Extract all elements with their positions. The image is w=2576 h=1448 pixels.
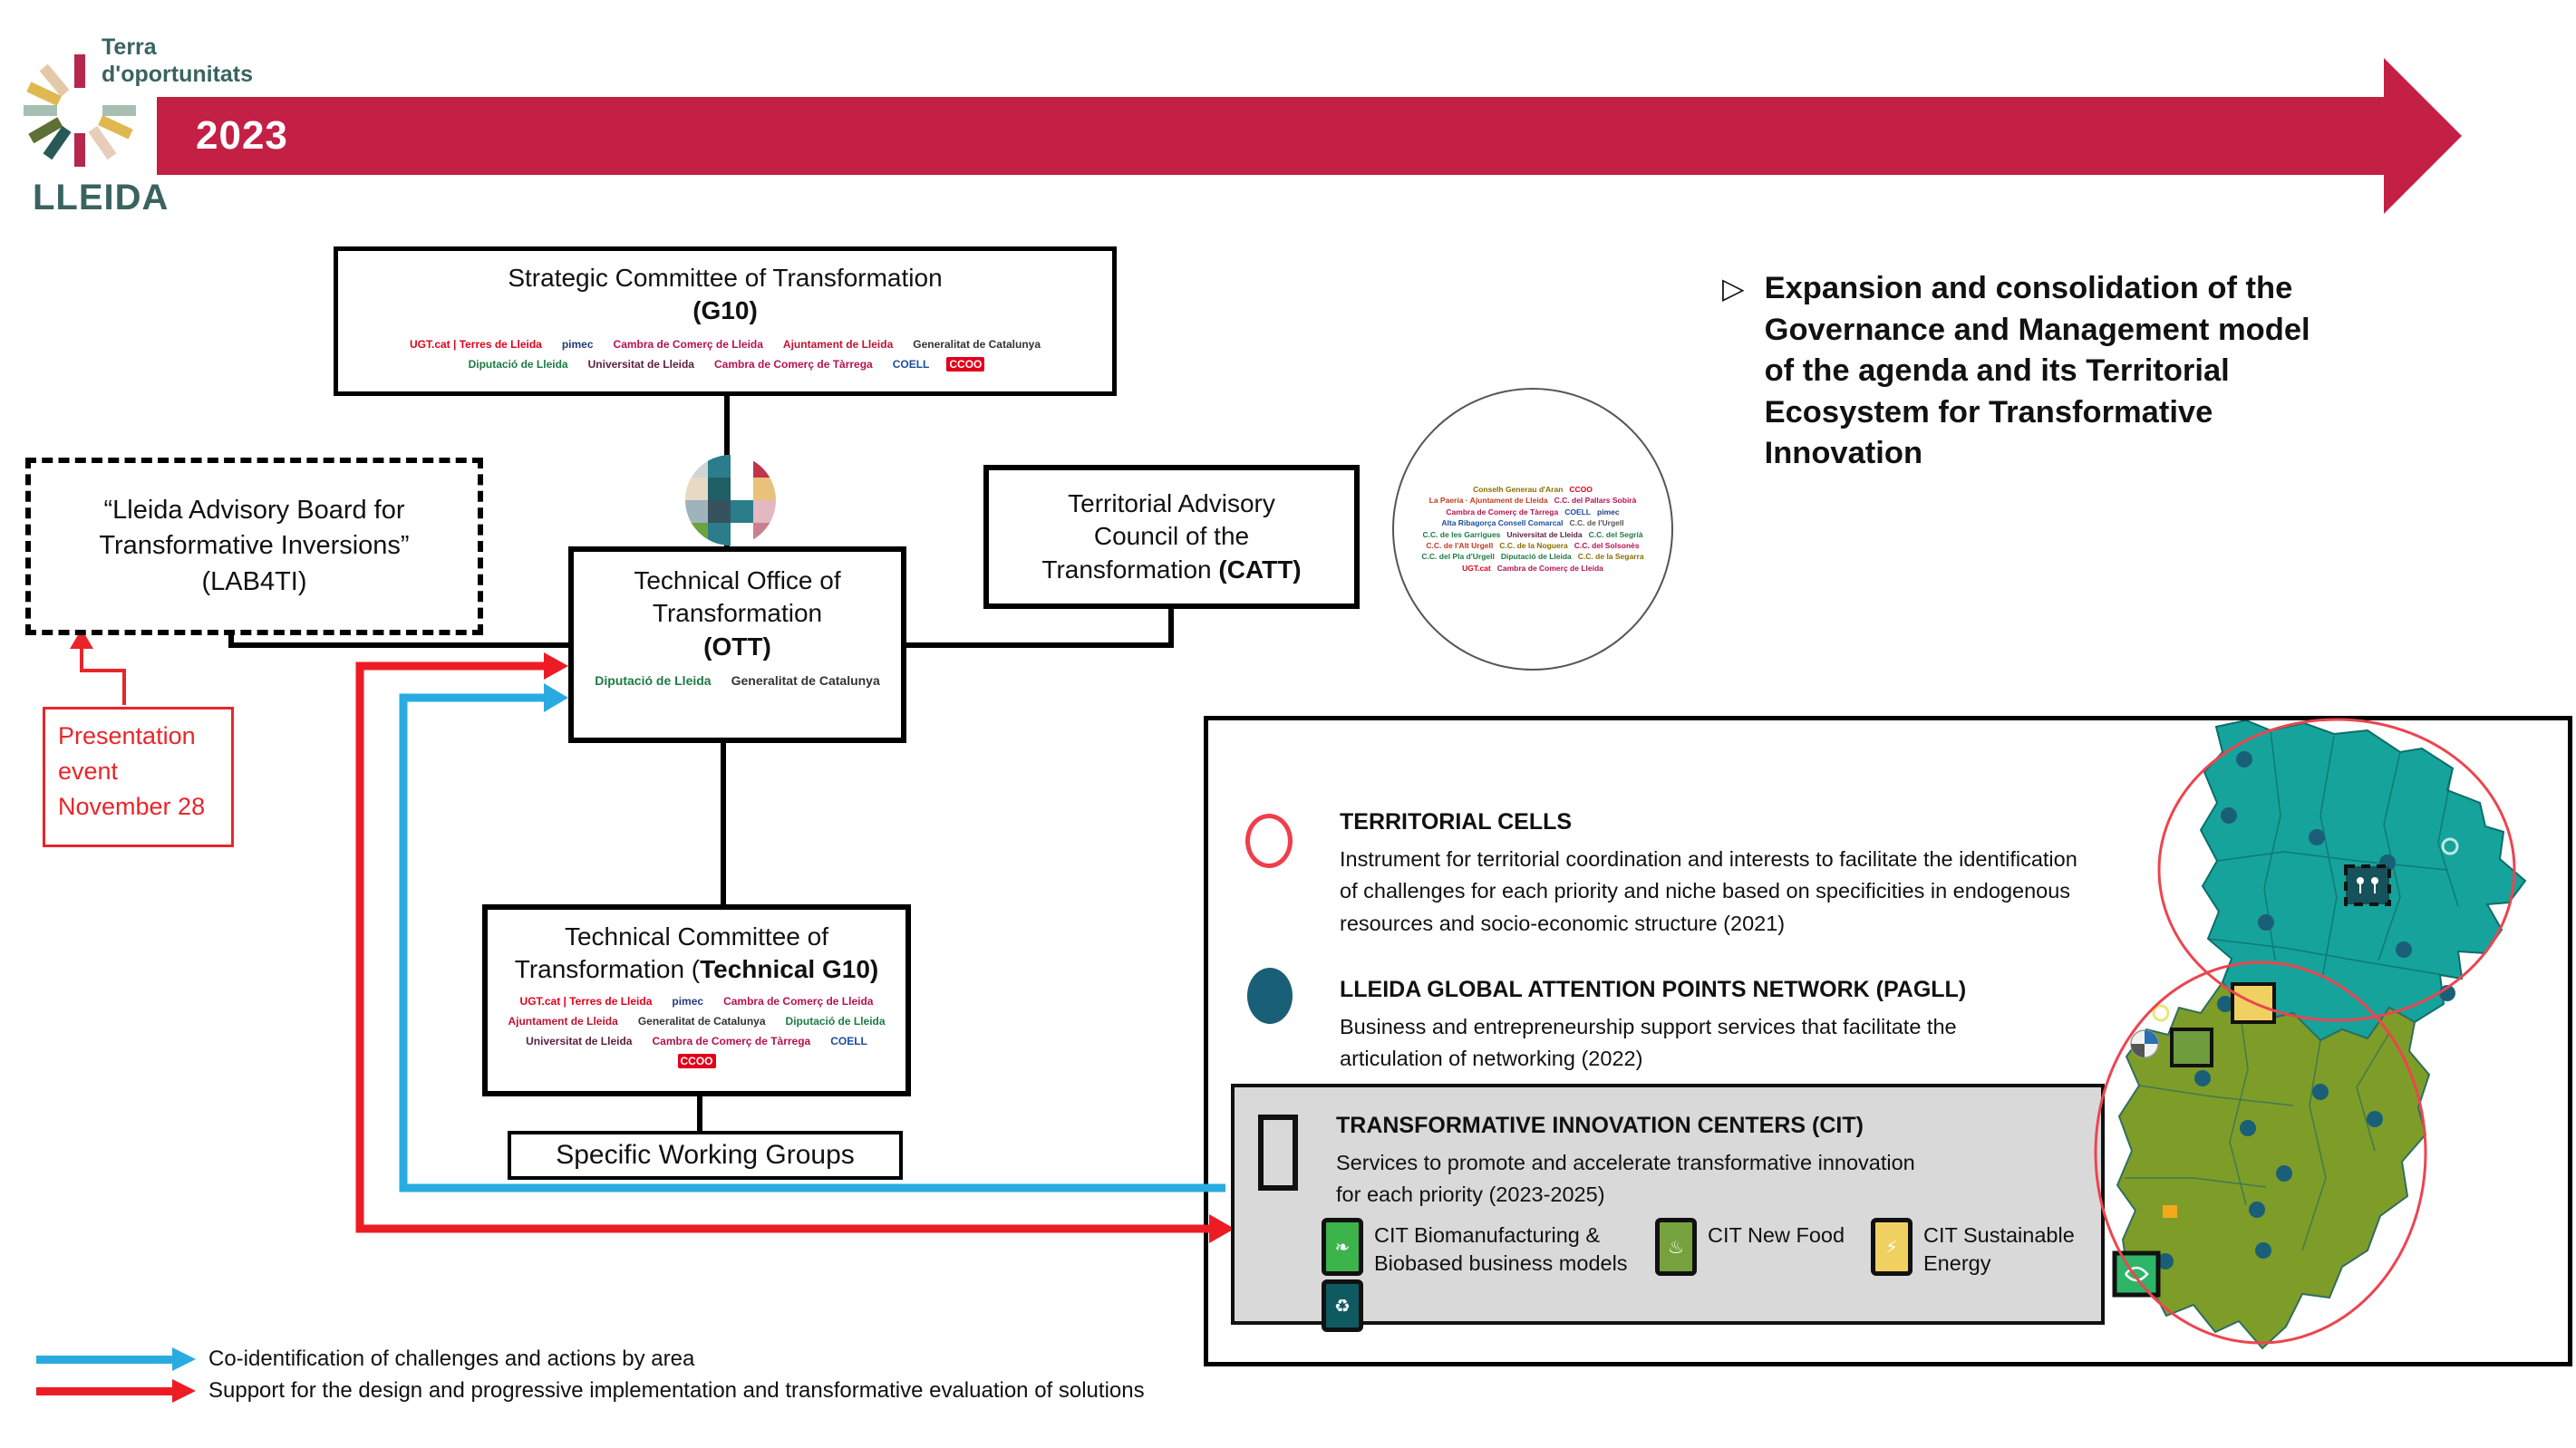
member-logo: COELL	[1564, 507, 1591, 516]
cit-description: Services to promote and accelerate transformative innovation for each priority (2023-2025)	[1336, 1151, 1915, 1207]
technical-committee-title-line2: Transformation (Technical G10)	[514, 955, 879, 984]
catt-title-line3: Transformation (CATT)	[1041, 555, 1302, 584]
cit-biobased-icon: ♻	[1322, 1279, 1363, 1332]
member-logo: Cambra de Comerç de Lleida	[613, 337, 763, 351]
member-logo: C.C. de la Segarra	[1577, 552, 1644, 562]
headline-bullet	[1722, 268, 2375, 475]
timeline-arrowhead-icon	[2384, 54, 2465, 217]
member-logo: Cambra de Comerç de Tàrrega	[652, 1034, 811, 1047]
territorial-cells-description: Instrument for territorial coordination and interests to facilitate the identification of challenges for each priority and niche based on specificities in endogenous resources and socio-economic structure (2021)	[1340, 847, 2077, 935]
technical-office-title: Technical Office of Transformation	[634, 566, 841, 628]
member-logo: C.C. de la Noguera	[1499, 540, 1568, 550]
member-logo: COELL	[830, 1034, 867, 1047]
strategic-committee-box	[334, 246, 1117, 396]
member-logo: Alta Ribagorça Consell Comarcal	[1441, 518, 1564, 528]
pagll-point-icon	[1247, 968, 1293, 1024]
brand-name: Terra d'oportunitats	[102, 34, 254, 87]
member-logo: C.C. de l'Alt Urgell	[1426, 540, 1494, 550]
member-logo: UGT.cat | Terres de Lleida	[519, 994, 653, 1008]
strategic-committee-code: (G10)	[692, 296, 758, 325]
flow-legend-row	[36, 1347, 1145, 1372]
catt-members-circle	[1392, 388, 1673, 671]
bullet-arrow-icon: ▷	[1722, 272, 1745, 304]
member-logo: UGT.cat | Terres de Lleida	[409, 337, 542, 351]
flow-arrow-icon	[36, 1387, 172, 1395]
member-logo: Diputació de Lleida	[468, 357, 568, 371]
cit-biomanufacturing-icon: ❧	[1322, 1218, 1363, 1276]
working-groups-box: Specific Working Groups	[508, 1131, 903, 1180]
cit-item-sustainable-energy: ⚡ CIT Sustainable Energy	[1871, 1218, 2096, 1277]
member-logo: C.C. del Pla d'Urgell	[1421, 552, 1495, 562]
flow-arrow-icon	[36, 1356, 172, 1364]
member-logo: pimec	[672, 994, 704, 1008]
member-logo: CCOO	[1569, 485, 1593, 495]
technical-committee-logos	[489, 994, 905, 1068]
member-logo: pimec	[1597, 507, 1620, 516]
member-logo: CCOO	[946, 357, 984, 372]
member-logo: C.C. del Solsonès	[1574, 540, 1640, 550]
member-logo: pimec	[561, 337, 594, 351]
lab4ti-title: “Lleida Advisory Board for Transformative Inversions”	[99, 496, 410, 561]
member-logo: Universitat de Lleida	[1506, 529, 1583, 539]
map-south-region	[2117, 982, 2429, 1348]
member-logo: Ajuntament de Lleida	[508, 1014, 618, 1028]
flow-legend	[36, 1347, 1145, 1404]
member-logo: COELL	[892, 357, 930, 371]
cit-item-new-food: ♨ CIT New Food	[1655, 1218, 1853, 1276]
cit-sustainable-energy-icon: ⚡	[1871, 1218, 1913, 1276]
cit-item-biomanufacturing: ❧ ♻ CIT Biomanufacturing & Biobased business models	[1322, 1218, 1637, 1332]
member-logo: Cambra de Comerç de Tàrrega	[1446, 507, 1559, 516]
member-logo: Diputació de Lleida	[785, 1014, 886, 1028]
headline-text: Expansion and consolidation of the Governance and Management model of the agenda and its Territorial Ecosystem for Transformative Innovation	[1764, 271, 2310, 471]
member-logo: Cambra de Comerç de Lleida	[1496, 563, 1603, 573]
catt-code: (CATT)	[1218, 555, 1302, 584]
member-logo: Generalitat de Catalunya	[731, 673, 880, 689]
pagll-description: Business and entrepreneurship support services that facilitate the articulation of networking (2022)	[1340, 1015, 1957, 1071]
flow-legend-row	[36, 1378, 1145, 1404]
cit-new-food-icon: ♨	[1655, 1218, 1697, 1276]
strategic-committee-logos	[338, 337, 1112, 372]
member-logo: C.C. de les Garrigues	[1422, 529, 1501, 539]
timeline-arrow	[157, 97, 2384, 175]
territorial-cell-icon	[1245, 814, 1293, 868]
agenda-mosaic-logo-icon	[685, 455, 776, 545]
cit-square-icon	[1258, 1115, 1298, 1191]
member-logo: Cambra de Comerç de Tàrrega	[713, 357, 873, 371]
brand-city-label: LLEIDA	[33, 178, 169, 217]
technical-office-box	[568, 546, 906, 743]
technical-office-code: (OTT)	[703, 632, 771, 661]
flow-legend-label: Support for the design and progressive implementation and transformative evaluation of solutions	[208, 1378, 1145, 1403]
member-logo: C.C. del Segrià	[1588, 529, 1643, 539]
note-connector-arrow	[70, 629, 124, 705]
member-logo: Ajuntament de Lleida	[782, 337, 894, 351]
member-logo: Universitat de Lleida	[526, 1034, 633, 1047]
member-logo: Generalitat de Catalunya	[913, 337, 1041, 351]
technical-committee-box: Technical Committee of Transformation (Technical G10) UGT.cat | Terres de Lleida pimec Cambra de Comerç de Lleida Ajuntament de Lleida Generalitat de Catalunya Diputació de Lleida Universitat de Lleida Cambra de Comerç de Tàrrega COELL CCOO	[482, 904, 911, 1096]
member-logo: C.C. de l'Urgell	[1569, 518, 1624, 528]
member-logo: Generalitat de Catalunya	[637, 1014, 766, 1028]
lab4ti-box	[25, 458, 483, 635]
member-logo: UGT.cat	[1462, 563, 1491, 573]
territorial-cells-title: TERRITORIAL CELLS	[1340, 809, 1573, 835]
presentation-note: Presentation event November 28	[43, 707, 234, 847]
technical-committee-code: Technical G10)	[700, 955, 879, 984]
catt-box: Territorial Advisory Council of the Transformation (CATT)	[983, 465, 1360, 609]
member-logo: Diputació de Lleida	[1500, 552, 1572, 562]
member-logo: C.C. del Pallars Sobirà	[1554, 496, 1637, 506]
member-logo: Conselh Generau d'Aran	[1473, 485, 1564, 495]
member-logo: Universitat de Lleida	[587, 357, 694, 371]
member-logo: Diputació de Lleida	[595, 673, 712, 689]
member-logo: Cambra de Comerç de Lleida	[723, 994, 874, 1008]
timeline-year: 2023	[196, 113, 288, 158]
strategic-committee-title: Strategic Committee of Transformation	[508, 264, 943, 292]
cit-panel	[1231, 1084, 2105, 1325]
member-logo: La Paeria · Ajuntament de Lleida	[1428, 496, 1548, 506]
cit-title: TRANSFORMATIVE INNOVATION CENTERS (CIT)	[1336, 1113, 1864, 1138]
member-logo: CCOO	[678, 1054, 716, 1068]
flow-legend-label: Co-identification of challenges and actions by area	[208, 1347, 695, 1371]
lleida-territory-map	[2108, 720, 2572, 1364]
pagll-title: LLEIDA GLOBAL ATTENTION POINTS NETWORK (PAGLL)	[1340, 977, 1967, 1002]
cit-items	[1322, 1218, 2096, 1332]
technical-office-logos	[574, 672, 901, 689]
lab4ti-code: (LAB4TI)	[201, 566, 307, 596]
